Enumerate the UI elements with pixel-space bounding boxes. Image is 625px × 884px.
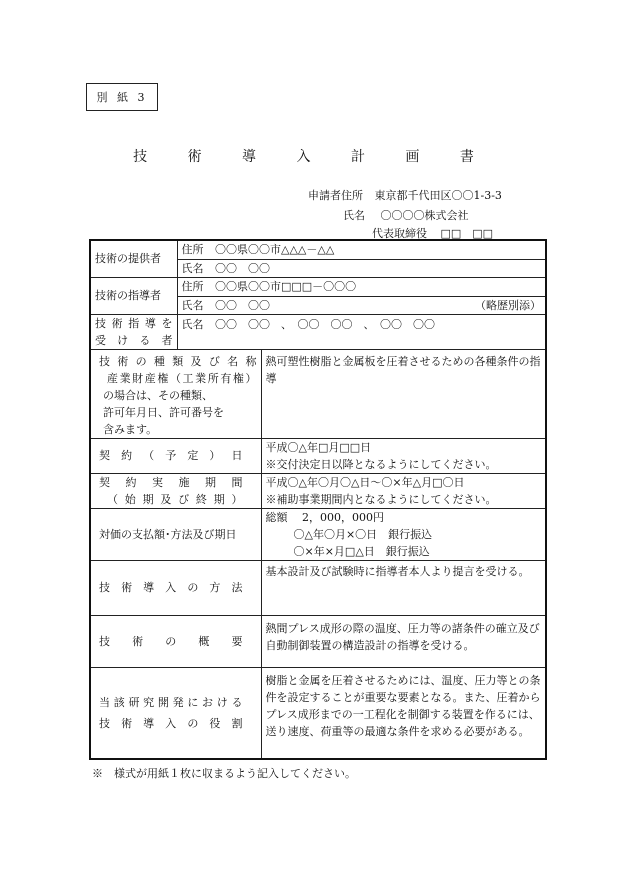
role-label <box>90 667 261 759</box>
instructor-name-label: 氏名 <box>181 298 204 312</box>
contract-date-label-text: 契約（予定）日 <box>99 449 243 462</box>
applicant-rep: □□ □□ <box>440 227 494 240</box>
provider-address: 〇〇県〇〇市△△△－△△ <box>215 243 335 257</box>
tech-type-label-line-3: の場合は、その種類、 <box>103 388 213 402</box>
contract-period-value-line-2: ※補助事業期間内となるようにしてください。 <box>265 492 497 506</box>
instructor-address-cell <box>177 277 546 296</box>
document-title: 技 術 導 入 計 画 書 <box>133 149 492 165</box>
contract-period-value-line-1: 平成〇△年〇月〇△日～〇×年△月□〇日 <box>265 475 465 489</box>
instructor-name: 〇〇 〇〇 <box>215 298 270 312</box>
role-label-line-1: 当該研究開発における <box>99 695 243 709</box>
overview-label-text: 技術の概要 <box>99 634 243 648</box>
provider-address-label: 住所 <box>181 243 204 257</box>
overview-label <box>90 615 261 667</box>
applicant-name: 〇〇〇〇株式会社 <box>380 209 469 222</box>
applicant-address-label: 申請者住所 <box>308 189 363 202</box>
instructor-address-label: 住所 <box>181 280 204 293</box>
provider-name-cell <box>177 259 546 277</box>
tech-type-label-line-1: 技術の種類及び名称 <box>99 354 257 368</box>
recipient-names: 〇〇 〇〇 、 〇〇 〇〇 、 〇〇 〇〇 <box>215 317 435 331</box>
recipient-label-line-2: 受ける者 <box>95 333 173 347</box>
recipient-cell <box>177 314 546 349</box>
role-value: 樹脂と金属を圧着させるためには、温度、圧力等との条件を設定することが重要な要素となる。また、圧着からプレス成形までの一工程化を制御する装置を作るには、送り速度、荷重等の最適な条件を求める必要がある。 <box>261 667 546 759</box>
provider-address-cell <box>177 240 546 259</box>
provider-name-label: 氏名 <box>181 261 204 275</box>
instructor-name-cell <box>177 296 546 314</box>
method-label <box>90 560 261 615</box>
payment-value-line-1: 総額 2，000，000円 <box>265 510 384 524</box>
instructor-note: （略歴別添） <box>475 298 542 312</box>
recipient-name-label: 氏名 <box>181 317 204 331</box>
recipient-label <box>90 314 177 349</box>
recipient-label-line-1: 技術指導を <box>95 316 173 330</box>
contract-period-value <box>261 473 546 508</box>
payment-label: 対価の支払額･方法及び期日 <box>90 508 261 560</box>
tech-type-label <box>90 349 261 438</box>
payment-value-line-2: 〇△年〇月×〇日 銀行振込 <box>293 527 433 541</box>
footnote: ※ 様式が用紙１枚に収まるよう記入してください。 <box>92 767 356 780</box>
tech-type-label-line-4: 許可年月日、許可番号を <box>103 405 224 419</box>
method-label-text: 技術導入の方法 <box>99 581 243 594</box>
applicant-rep-label: 代表取締役 <box>372 227 427 240</box>
contract-period-label-line-1: 契約実施期間 <box>99 475 243 489</box>
provider-name: 〇〇 〇〇 <box>215 261 270 275</box>
applicant-address-row <box>308 187 502 203</box>
tech-type-value: 熱可塑性樹脂と金属板を圧着させるための各種条件の指導 <box>261 349 546 438</box>
contract-period-label-line-2: （始期及び終期） <box>107 492 243 506</box>
payment-value-line-3: 〇×年×月□△日 銀行振込 <box>293 544 430 558</box>
payment-value <box>261 508 546 560</box>
tech-type-label-line-2: 産業財産権（工業所有権） <box>107 371 257 385</box>
contract-date-label <box>90 438 261 473</box>
applicant-name-label: 氏名 <box>343 209 365 222</box>
provider-label: 技術の提供者 <box>90 240 177 277</box>
role-label-line-2: 技術導入の役割 <box>99 716 243 730</box>
contract-period-label <box>90 473 261 508</box>
instructor-label: 技術の指導者 <box>90 277 177 314</box>
applicant-name-row <box>343 207 469 223</box>
contract-date-value-line-2: ※交付決定日以降となるようにしてください。 <box>265 457 497 471</box>
plan-table <box>89 239 547 760</box>
instructor-address: 〇〇県〇〇市□□□－〇〇〇 <box>215 280 357 293</box>
applicant-address: 東京都千代田区〇〇1-3-3 <box>374 189 502 202</box>
contract-date-value <box>261 438 546 473</box>
tech-type-label-line-5: 含みます。 <box>103 422 158 436</box>
contract-date-value-line-1: 平成〇△年□月□□日 <box>265 440 372 454</box>
attachment-label: 別 紙 3 <box>86 83 158 111</box>
method-value: 基本設計及び試験時に指導者本人より提言を受ける。 <box>261 560 546 615</box>
overview-value: 熱間プレス成形の際の温度、圧力等の諸条件の確立及び自動制御装置の構造設計の指導を受ける。 <box>261 615 546 667</box>
